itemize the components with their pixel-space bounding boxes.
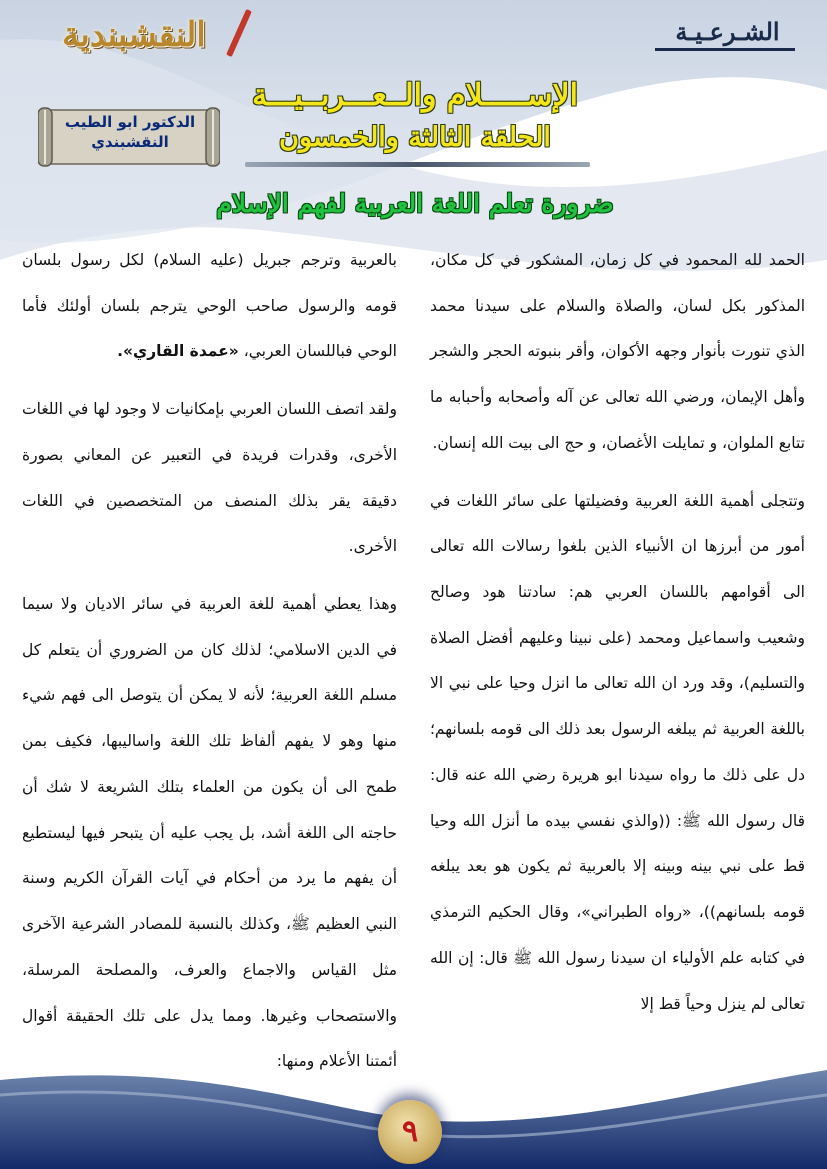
- right-column: [430, 238, 805, 1078]
- paragraph: الحمد لله المحمود في كل زمان، المشكور في كل مكان، المذكور بكل لسان، والصلاة والسلام على سيدنا محمد الذي تنورت بأنوار وجهه الأكوان، وأقر بنبوته الحجر والشجر وأهل الإيمان، ورضي الله تعالى عن آله وأصحابه وأحبابه ما تتابع الملوان، و تمايلت الأغصان، و حج الى بيت الله إنسان.: [430, 251, 805, 452]
- author-title-line: الدكتور ابو الطيب: [64, 113, 196, 131]
- paragraph: وهذا يعطي أهمية للغة العربية في سائر الاديان ولا سيما في الدين الاسلامي؛ لذلك كان من الضروري أن يتعلم كل مسلم اللغة العربية؛ لأنه لا يمكن أن يتوصل الى فهم شيء منها وهو لا يفهم ألفاظ تلك اللغة واساليبها، فكيف بمن طمح الى أن يكون من العلماء بتلك الشريعة لا شك أن حاجته الى اللغة أشد، بل يجب عليه أن يتبحر فيها ليستطيع أن يفهم ما يرد من أحكام في آيات القرآن الكريم وسنة النبي العظيم ﷺ، وكذلك بالنسبة للمصادر الشرعية الآخرى مثل القياس والاجماع والعرف، والمصلحة المرسلة، والاستصحاب وغيرها. ومما يدل على تلك الحقيقة أقوال أئمتنا الأعلام ومنها:: [22, 595, 397, 1071]
- paragraph-text: بالعربية وترجم جبريل (عليه السلام) لكل رسول بلسان قومه والرسول صاحب الوحي يترجم بلسان أولئك فأما الوحي فباللسان العربي،: [22, 251, 397, 361]
- series-title: الإســـــلام والــعـــربــيـــة: [252, 78, 578, 113]
- magazine-logo: النقشبندية: [62, 15, 206, 55]
- article-headline: ضرورة تعلم اللغة العربية لفهم الإسلام: [216, 189, 614, 218]
- page-number: ٩: [401, 1114, 419, 1149]
- episode-title: الحلقة الثالثة والخمسون: [279, 122, 551, 153]
- author-name: [54, 112, 206, 164]
- section-label: الشـرعـيـة: [675, 17, 780, 46]
- title-divider: [245, 162, 590, 167]
- paragraph: وتتجلى أهمية اللغة العربية وفضيلتها على سائر اللغات في أمور من أبرزها ان الأنبياء الذين بلغوا رسالات الله تعالى الى أقوامهم باللسان العربي هم: سادتنا هود وصالح وشعيب واسماعيل ومحمد (على نبينا وعليهم أفضل الصلاة والتسليم)، وقد ورد ان الله تعالى ما انزل وحيا على نبي الا باللغة العربية ثم يبلغه الرسول بعد ذلك الى قومه بلسانهم؛ دل على ذلك ما رواه سيدنا ابو هريرة رضي الله عنه قال: قال رسول الله ﷺ: ((والذي نفسي بيده ما أنزل الله وحيا قط على نبي بينه وبينه إلا بالعربية ثم يكون هو بعد يبلغه قومه بلسانهم))، «رواه الطبراني»، وقال الحكيم الترمذي في كتابه علم الأولياء ان سيدنا رسول الله ﷺ قال: إن الله تعالى لم ينزل وحياً قط إلا: [430, 491, 805, 1013]
- citation-source: «عمدة القاري».: [117, 342, 239, 361]
- paragraph: ولقد اتصف اللسان العربي بإمكانيات لا وجود لها في اللغات الأخرى، وقدرات فريدة في التعبير عن المعاني بصورة دقيقة يقر بذلك المنصف من المتخصصين في اللغات الأخرى.: [22, 400, 397, 556]
- section-underline: [655, 48, 795, 51]
- left-column: [22, 238, 397, 1078]
- paragraph: [22, 238, 397, 375]
- author-surname-line: النقشبندي: [91, 133, 169, 151]
